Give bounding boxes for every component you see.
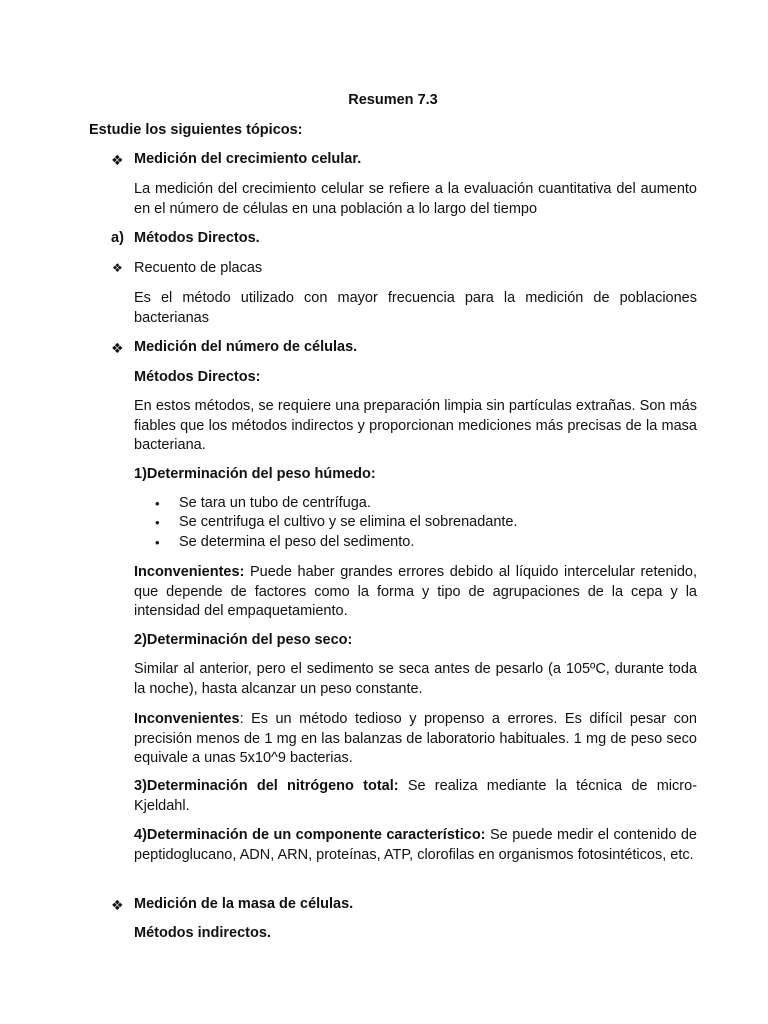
dry-weight-heading: 2)Determinación del peso seco: xyxy=(134,632,353,648)
drawbacks-text: : Es un método tedioso y propenso a errores. Es difícil pesar con precisión menos de 1 mg en las balanzas de laboratorio habituales. 1 mg de peso seco equivale a unas 5x10^9 bacterias. xyxy=(134,711,697,766)
wet-weight-heading: 1)Determinación del peso húmedo: xyxy=(134,466,376,482)
diamond-outline-bullet-icon: ❖ xyxy=(112,261,123,275)
intro-heading: Estudie los siguientes tópicos: xyxy=(89,122,303,138)
dry-weight-description: Similar al anterior, pero el sedimento se seca antes de pesarlo (a 105ºC, durante toda la noche), hasta alcanzar un peso constante. xyxy=(134,661,697,697)
total-nitrogen-label: 3)Determinación del nitrógeno total: xyxy=(134,778,399,794)
dry-weight-drawbacks xyxy=(134,710,697,769)
component-label: 4)Determinación de un componente característico: xyxy=(134,827,486,843)
round-bullet-icon: • xyxy=(155,496,160,511)
total-nitrogen-paragraph xyxy=(134,777,697,816)
wet-weight-step: Se centrifuga el cultivo y se elimina el sobrenadante. xyxy=(179,514,518,530)
total-nitrogen-text: Se realiza mediante la técnica de micro-Kjeldahl. xyxy=(134,778,697,814)
growth-description: La medición del crecimiento celular se refiere a la evaluación cuantitativa del aumento en el número de células en una población a lo largo del tiempo xyxy=(134,181,697,217)
indirect-methods-heading: Métodos indirectos. xyxy=(134,925,271,941)
component-paragraph xyxy=(134,826,697,865)
round-bullet-icon: • xyxy=(155,515,160,530)
plate-count-description: Es el método utilizado con mayor frecuencia para la medición de poblaciones bacterianas xyxy=(134,290,697,326)
drawbacks-label: Inconvenientes xyxy=(134,711,240,727)
wet-weight-drawbacks xyxy=(134,563,697,622)
list-label-a: a) xyxy=(111,230,124,246)
diamond-bullet-icon: ❖ xyxy=(111,340,124,356)
section-heading-cell-mass: Medición de la masa de células. xyxy=(134,896,354,912)
drawbacks-text: Puede haber grandes errores debido al líquido intercelular retenido, que depende de factores como la forma y tipo de agrupaciones de la cepa y la intensidad del empaquetamiento. xyxy=(134,564,697,619)
section-heading-growth: Medición del crecimiento celular. xyxy=(134,151,362,167)
diamond-bullet-icon: ❖ xyxy=(111,897,124,913)
wet-weight-step: Se determina el peso del sedimento. xyxy=(179,534,415,550)
plate-count-item: Recuento de placas xyxy=(134,260,263,276)
direct-methods-heading: Métodos Directos: xyxy=(134,369,261,385)
wet-weight-step: Se tara un tubo de centrífuga. xyxy=(179,495,371,511)
component-text: Se puede medir el contenido de peptidoglucano, ADN, ARN, proteínas, ATP, clorofilas en organismos fotosintéticos, etc. xyxy=(134,827,697,863)
round-bullet-icon: • xyxy=(155,535,160,550)
diamond-bullet-icon: ❖ xyxy=(111,152,124,168)
drawbacks-label: Inconvenientes: xyxy=(134,564,245,580)
subsection-heading-direct: Métodos Directos. xyxy=(134,230,260,246)
section-heading-cell-number: Medición del número de células. xyxy=(134,339,358,355)
page-title: Resumen 7.3 xyxy=(348,92,438,108)
direct-methods-description: En estos métodos, se requiere una preparación limpia sin partículas extrañas. Son más fiables que los métodos indirectos y proporcionan mediciones más precisas de la masa bacteriana. xyxy=(134,398,697,453)
